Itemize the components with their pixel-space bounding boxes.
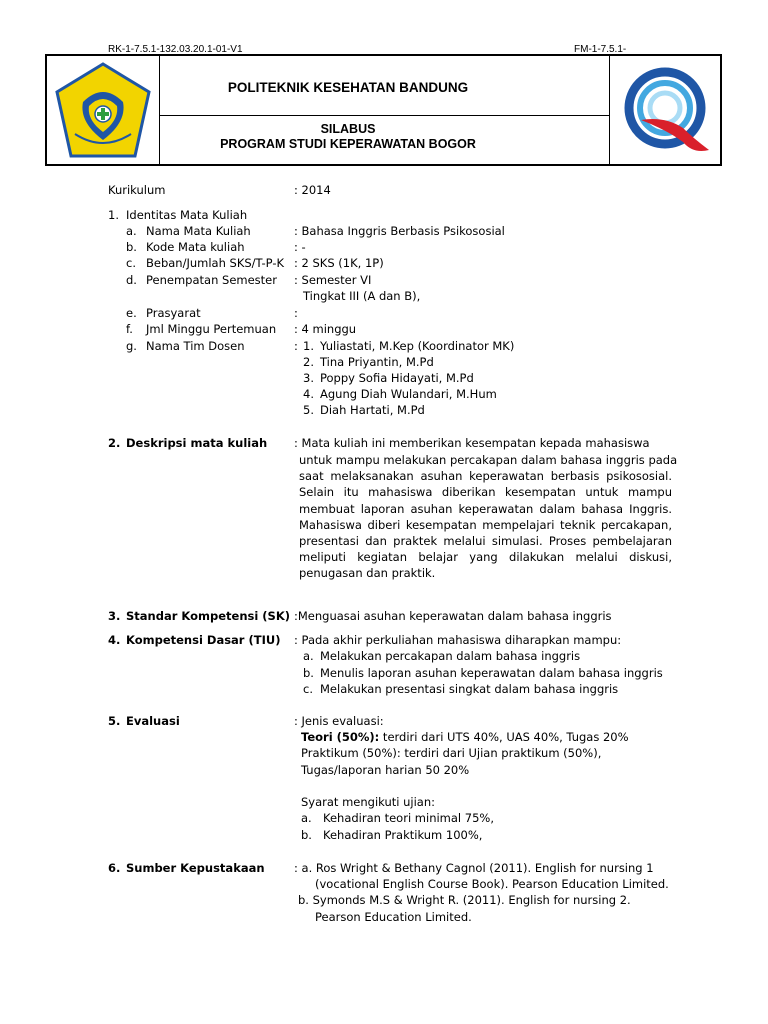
institution-title: POLITEKNIK KESEHATAN BANDUNG: [227, 80, 469, 95]
teori-label: Teori (50%):: [301, 730, 380, 744]
doc-code-right: FM-1-7.5.1-: [574, 44, 627, 55]
ref-line-2: b. Symonds M.S & Wright R. (2011). English for nursing 2.: [298, 893, 631, 907]
section4-title: Kompetensi Dasar (TIU): [126, 633, 281, 647]
item-label: Penempatan Semester: [146, 273, 277, 287]
item-value: : -: [294, 240, 306, 254]
section2-title: Deskripsi mata kuliah: [126, 436, 268, 450]
desc-line: presentasi dan praktek melalui simulasi. Proses pembelajaran: [299, 534, 672, 549]
item-value: : 2 SKS (1K, 1P): [294, 256, 384, 270]
item-label: Nama Tim Dosen: [146, 339, 245, 353]
section4-intro: : Pada akhir perkuliahan mahasiswa diharapkan mampu:: [294, 633, 622, 647]
section1-number: 1.: [108, 208, 119, 222]
kd-text: Melakukan presentasi singkat dalam bahasa inggris: [320, 682, 619, 696]
item-value: : Semester VI: [294, 273, 372, 287]
section3-value: :Menguasai asuhan keperawatan dalam bahasa inggris: [294, 609, 612, 623]
item-letter: e.: [126, 306, 137, 320]
desc-line: Selain itu mahasiswa diberikan kesempatan untuk mampu: [299, 485, 672, 500]
kurikulum-label: Kurikulum: [108, 183, 166, 197]
dosen-number: 1.: [303, 339, 314, 353]
section6-title: Sumber Kepustakaan: [126, 861, 265, 875]
ref-line-1: (vocational English Course Book). Pearson Education Limited.: [315, 877, 669, 891]
kd-letter: a.: [303, 649, 314, 663]
section1-title: Identitas Mata Kuliah: [126, 208, 248, 222]
dosen-name: Yuliastati, M.Kep (Koordinator MK): [320, 339, 515, 353]
section6-number: 6.: [108, 861, 121, 875]
desc-line: Mahasiswa diberi kesempatan mempelajari teknik percakapan,: [299, 517, 672, 532]
desc-line: penugasan dan praktik.: [299, 566, 436, 581]
section3-number: 3.: [108, 609, 121, 623]
kd-letter: c.: [303, 682, 313, 696]
item-label: Jml Minggu Pertemuan: [146, 322, 277, 336]
dosen-number: 3.: [303, 371, 314, 385]
dosen-number: 2.: [303, 355, 314, 369]
kd-letter: b.: [303, 666, 314, 680]
syarat-text: Kehadiran teori minimal 75%,: [323, 811, 494, 825]
section5-praktikum: Praktikum (50%): terdiri dari Ujian praktikum (50%),: [301, 746, 602, 760]
dosen-number: 4.: [303, 387, 314, 401]
dosen-name: Agung Diah Wulandari, M.Hum: [320, 387, 497, 401]
item-letter: f.: [126, 322, 133, 336]
ref-line-3: Pearson Education Limited.: [315, 910, 472, 924]
desc-line: meliputi kegiatan belajar yang dilakukan melalui diskusi,: [299, 550, 672, 565]
kd-text: Melakukan percakapan dalam bahasa inggris: [320, 649, 581, 663]
item-letter: b.: [126, 240, 137, 254]
item-value: :: [294, 306, 298, 320]
section2-number: 2.: [108, 436, 121, 450]
desc-line: saat melaksanakan asuhan keperawatan berbasis psikososial.: [299, 469, 672, 484]
section5-intro: : Jenis evaluasi:: [294, 714, 384, 728]
poltekkes-logo: [53, 62, 153, 160]
section5-tugas: Tugas/laporan harian 50 20%: [301, 763, 470, 777]
doc-code-left: RK-1-7.5.1-132.03.20.1-01-V1: [108, 44, 243, 55]
kd-text: Menulis laporan asuhan keperawatan dalam bahasa inggris: [320, 666, 663, 680]
semester-extra: Tingkat III (A dan B),: [303, 289, 421, 303]
item-value: :: [294, 339, 298, 353]
dosen-name: Tina Priyantin, M.Pd: [320, 355, 434, 369]
section5-number: 5.: [108, 714, 121, 728]
desc-line: untuk mampu melakukan percakapan dalam bahasa inggris pada: [299, 453, 678, 467]
section4-number: 4.: [108, 633, 121, 647]
item-letter: g.: [126, 339, 137, 353]
header-box: [45, 54, 722, 166]
item-value: : 4 minggu: [294, 322, 357, 336]
section5-title: Evaluasi: [126, 714, 180, 728]
doc-type-title: SILABUS: [320, 122, 376, 136]
program-logo: [621, 62, 713, 160]
section2-line-0: : Mata kuliah ini memberikan kesempatan kepada mahasiswa: [294, 436, 650, 450]
item-label: Beban/Jumlah SKS/T-P-K: [146, 256, 285, 270]
dosen-name: Poppy Sofia Hidayati, M.Pd: [320, 371, 474, 385]
section5-teori: [301, 730, 629, 744]
desc-line: membuat laporan asuhan keperawatan dalam bahasa Inggris.: [299, 501, 672, 516]
section2-description: [299, 452, 678, 582]
item-letter: d.: [126, 273, 137, 287]
item-value: : Bahasa Inggris Berbasis Psikososial: [294, 224, 505, 238]
program-title: PROGRAM STUDI KEPERAWATAN BOGOR: [220, 137, 476, 151]
ref-line-0: : a. Ros Wright & Bethany Cagnol (2011). English for nursing 1: [294, 861, 654, 875]
syarat-title: Syarat mengikuti ujian:: [301, 795, 435, 809]
item-label: Kode Mata kuliah: [146, 240, 245, 254]
teori-text: terdiri dari UTS 40%, UAS 40%, Tugas 20%: [379, 730, 629, 744]
item-label: Nama Mata Kuliah: [146, 224, 251, 238]
section3-title: Standar Kompetensi (SK): [126, 609, 290, 623]
syarat-letter: a.: [301, 811, 312, 825]
dosen-name: Diah Hartati, M.Pd: [320, 403, 425, 417]
item-label: Prasyarat: [146, 306, 201, 320]
item-letter: a.: [126, 224, 137, 238]
syarat-text: Kehadiran Praktikum 100%,: [323, 828, 483, 842]
syarat-letter: b.: [301, 828, 312, 842]
dosen-number: 5.: [303, 403, 314, 417]
item-letter: c.: [126, 256, 136, 270]
kurikulum-value: : 2014: [294, 183, 331, 197]
